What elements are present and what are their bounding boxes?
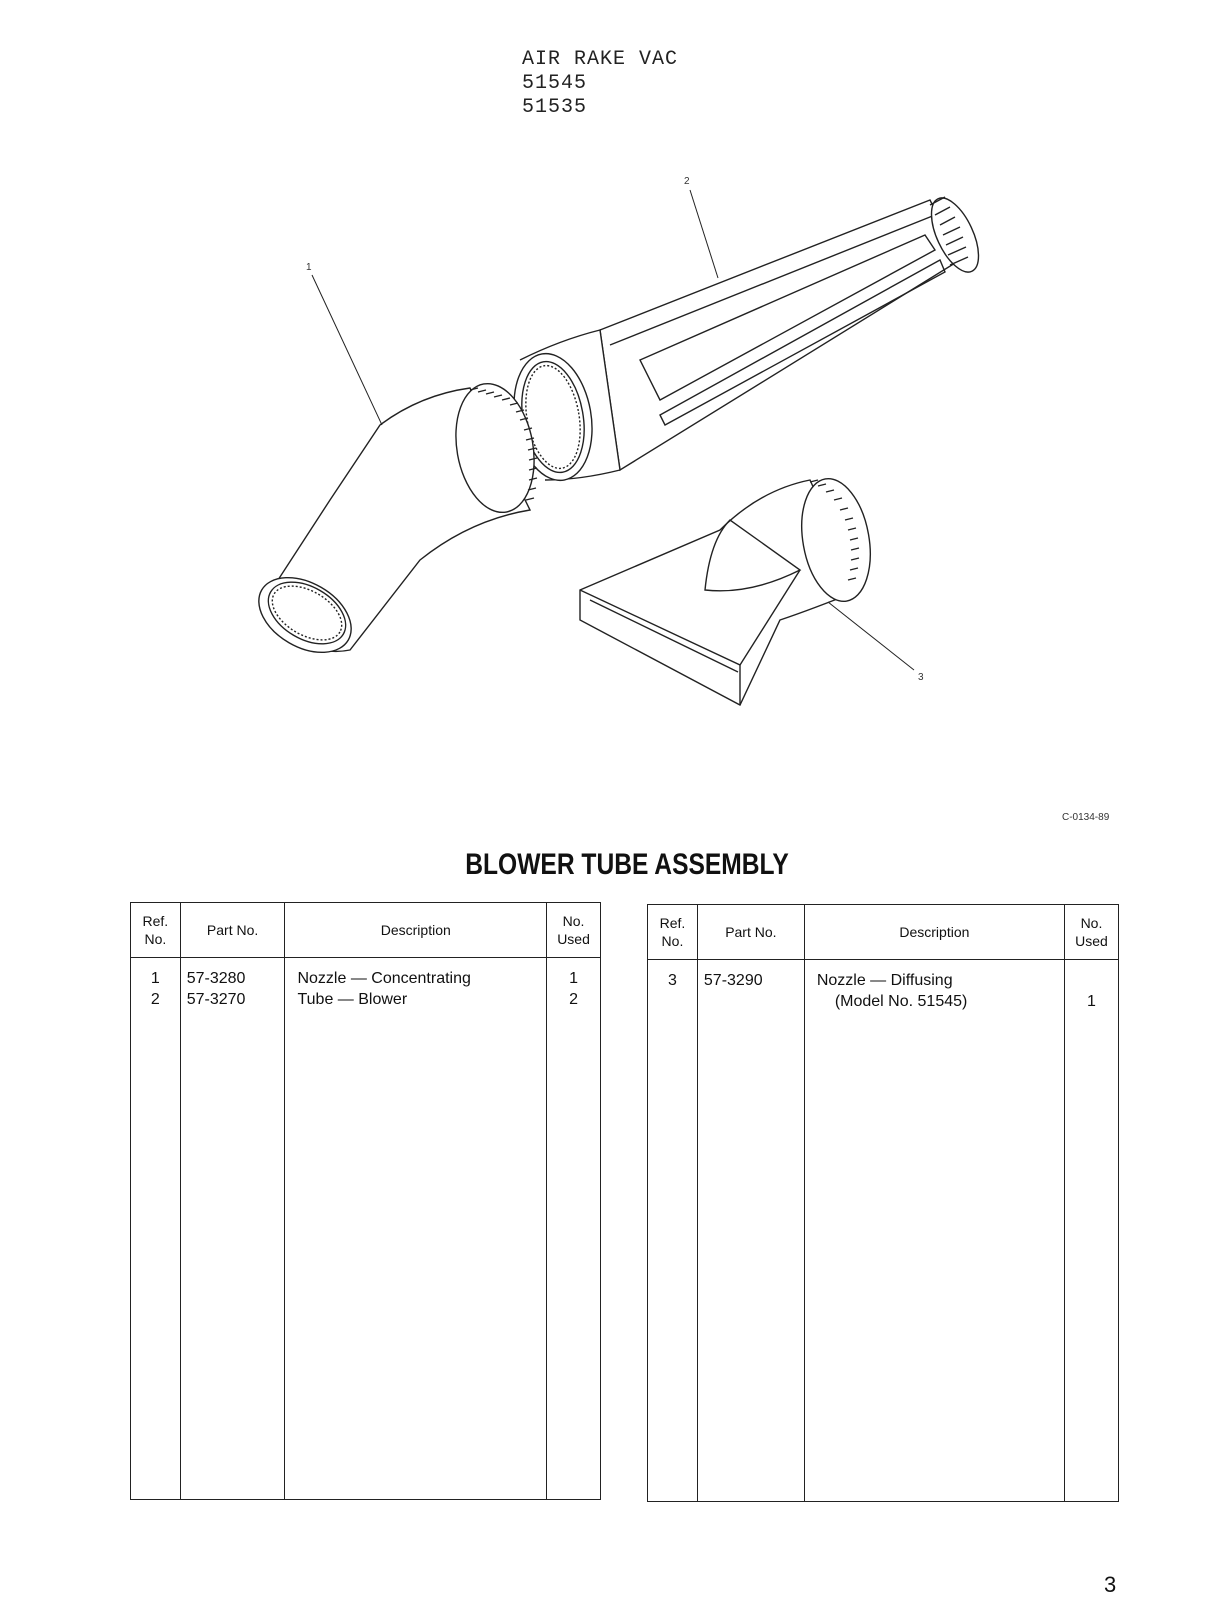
header-ref-no: Ref. No. [648,905,698,960]
part-column [180,958,285,1500]
diffusing-nozzle-part [580,473,879,705]
ref-no: 3 [668,972,677,989]
product-title: AIR RAKE VAC [522,48,679,71]
description-column [285,958,547,1500]
description-note: (Model No. 51545) [834,993,968,1010]
description: Tube — Blower [297,991,408,1008]
description: Nozzle — Diffusing [816,972,953,989]
part-no: 57-3290 [703,972,763,989]
part-no: 57-3270 [186,991,246,1008]
header-no-used: No. Used [547,903,601,958]
page-number: 3 [1104,1572,1117,1597]
header-description: Description [804,905,1064,960]
header-description: Description [285,903,547,958]
section-title: BLOWER TUBE ASSEMBLY [465,848,789,881]
ref-no: 2 [150,991,160,1008]
parts-table-right [647,904,1119,1502]
ref-no: 1 [150,970,160,987]
callout-label: 1 [306,262,312,273]
model-number: 51545 [522,72,588,95]
parts-table-left [130,902,601,1500]
concentrating-nozzle-part [246,377,544,667]
header-no-used: No. Used [1064,905,1118,960]
part-no: 57-3280 [186,970,246,987]
no-used: 1 [569,970,578,987]
callout-label: 2 [684,176,690,187]
description-column [804,960,1064,1502]
blank-line [1066,970,1117,991]
header-part-no: Part No. [180,903,285,958]
qty-column [547,958,601,1500]
ref-column [131,958,181,1500]
blower-tube-part [504,191,988,486]
no-used: 1 [1087,993,1096,1010]
drawing-code: C-0134-89 [1062,812,1110,823]
part-column [697,960,804,1502]
model-number: 51535 [522,96,588,119]
table-row [648,960,1119,1502]
callout-label: 3 [918,672,924,683]
table-row [131,958,601,1500]
ref-column [648,960,698,1502]
description: Nozzle — Concentrating [297,970,471,987]
no-used: 2 [569,991,578,1008]
header-ref-no: Ref. No. [131,903,181,958]
qty-column [1064,960,1118,1502]
header-part-no: Part No. [697,905,804,960]
